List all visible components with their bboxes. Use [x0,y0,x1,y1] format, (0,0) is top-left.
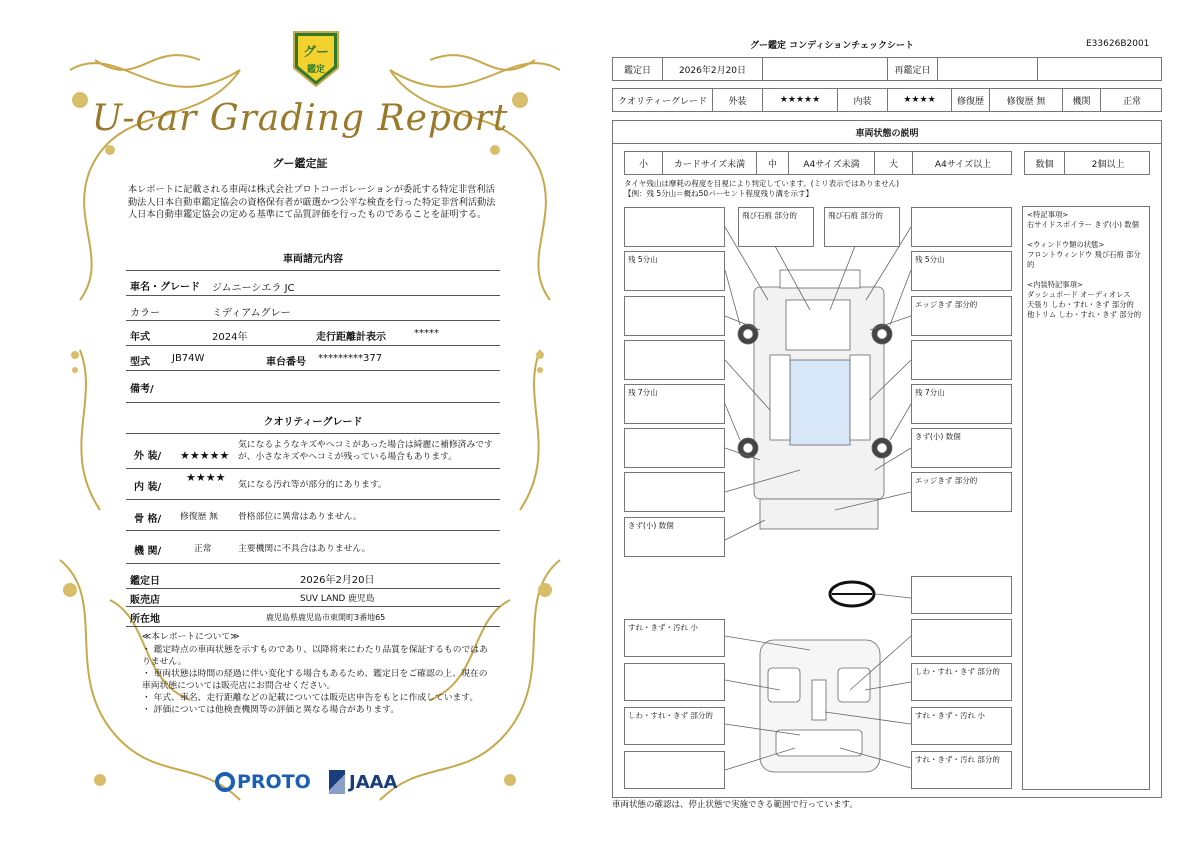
color-value: ミディアムグレー [212,308,291,319]
special-line: <ウィンドウ類の状態> [1027,240,1105,249]
divider [126,606,500,607]
car-name-label: 車名・グレード [130,282,200,293]
badge-top: グー [302,45,330,60]
date-label: 鑑定日 [130,576,160,587]
note-box [911,619,1012,657]
divider [126,402,500,403]
date-value: 2026年2月20日 [663,58,763,80]
note-box: エッジきず 部分的 [911,472,1012,512]
badge-bottom: 鑑定 [306,65,326,75]
chassis-label: 車台番号 [266,357,306,368]
note-box: 飛び石痕 部分的 [738,207,814,247]
note-box: すれ・きず・汚れ 小 [911,707,1012,745]
note-box [624,340,725,380]
note-box [624,751,725,789]
divider [126,530,500,531]
note-box: すれ・きず・汚れ 部分的 [911,751,1012,789]
exterior-desc: 気になるようなキズやヘコミがあった場合は綺麗に補修済みですが、小さなキズやヘコミが残っている場合もあります。 [238,440,493,462]
special-line: ダッシュボード オーディオレス [1027,290,1131,299]
engine-desc: 主要機関に不具合はありません。 [238,544,371,554]
divider [126,563,500,564]
color-label: カラー [130,308,160,319]
special-line: 右サイドスポイラー きず(小) 数個 [1027,220,1139,229]
report-title: U-car Grading Report [91,98,509,139]
divider [126,433,500,434]
remarks-label: 備考/ [130,384,154,395]
note-box: きず(小) 数個 [911,428,1012,468]
size-small-desc: カードサイズ未満 [663,152,757,174]
model-value: JB74W [172,353,205,364]
note-box: すれ・きず・汚れ 小 [624,619,725,657]
divider [126,588,500,589]
note-box [624,296,725,336]
about-item: ・ 年式、車名、走行距離などの記載については販売店申告をもとに作成しています。 [142,693,479,703]
frame-value: 修復歴 無 [180,512,218,522]
proto-logo-text: PROTO [237,771,311,793]
address-label: 所在地 [130,614,160,625]
note-box: 飛び石痕 部分的 [824,207,900,247]
note-box: しわ・すれ・きず 部分的 [624,707,725,745]
frame-label: 骨 格/ [134,514,162,525]
divider [126,345,500,346]
int-stars: ★★★★ [888,89,952,111]
about-item: ・ 鑑定時点の車両状態を示すものであり、以降将来にわたり品質を保証するものではありません。 [142,645,488,667]
engine-value: 正常 [1122,96,1141,107]
condition-sheet-page [600,0,1200,848]
year-label: 年式 [130,332,150,343]
size-large-desc: A4サイズ以上 [934,159,992,170]
interior-stars: ★★★★ [186,471,226,484]
engine-label: 機関 [1063,89,1101,111]
mileage-value: ***** [414,328,439,339]
special-line: <内装特記事項> [1027,280,1084,289]
ext-stars: ★★★★★ [763,89,838,111]
special-line: <特記事項> [1027,210,1069,219]
note-box [911,340,1012,380]
about-heading: ≪本レポートについて≫ [142,632,240,642]
note-box: しわ・すれ・きず 部分的 [911,663,1012,701]
exterior-stars: ★★★★★ [180,449,230,462]
ext-label: 外装 [713,89,763,111]
condition-heading: 車両状態の説明 [855,129,919,139]
note-box [624,207,725,247]
note-box [911,207,1012,247]
tire-note-2: 【例：残 5分山＝概ね50パーセント程度残り溝を示す】 [624,189,814,198]
repair-value: 修復歴 無 [990,89,1063,111]
note-box: エッジきず 部分的 [911,296,1012,336]
sheet-id: E33626B2001 [1086,39,1150,49]
specs-heading: 車両諸元内容 [283,254,343,265]
about-list [142,644,492,716]
quality-label: クオリティーグレード [613,89,713,111]
size-mid: 中 [757,152,789,174]
note-box [911,576,1012,614]
special-line: フロントウィンドウ 飛び石痕 部分的 [1027,250,1141,269]
engine-label: 機 関/ [134,546,162,557]
jaaa-logo-text: JAAA [349,772,398,793]
chassis-value: *********377 [318,353,383,364]
divider [126,370,500,371]
quality-heading: クオリティーグレード [263,417,363,428]
about-item: ・ 評価については他検査機関等の評価と異なる場合があります。 [142,705,400,715]
model-label: 型式 [130,357,150,368]
redate-label: 再鑑定日 [888,58,938,80]
count-desc: 2個以上 [1091,159,1125,170]
note-box [624,663,725,701]
date-label: 鑑定日 [613,58,663,80]
address-value: 鹿児島県鹿児島市東開町3番地65 [266,613,386,622]
jaaa-logo-icon [329,770,345,794]
engine-value: 正常 [194,544,212,554]
size-mid-desc: A4サイズ未満 [789,152,875,174]
int-label: 内装 [838,89,888,111]
car-name-value: ジムニーシエラ JC [212,283,295,294]
frame-desc: 骨格部位に異常はありません。 [238,512,362,522]
footer-logos [215,770,415,800]
note-box: 残 5分山 [624,251,725,291]
special-line: 他トリム しわ・すれ・きず 部分的 [1027,310,1142,319]
divider [126,295,500,296]
divider [126,468,500,469]
report-subtitle: グー鑑定証 [272,157,328,170]
proto-logo-icon [215,772,235,792]
divider [126,626,500,627]
tire-note-1: タイヤ残山は摩耗の程度を目視により判定しています。(ミリ表示ではありません) [624,179,900,188]
divider [126,499,500,500]
divider [126,320,500,321]
note-box: 残 7分山 [624,384,725,424]
note-box: きず(小) 数個 [624,517,725,557]
note-box [624,472,725,512]
mileage-label: 走行距離計表示 [316,332,386,343]
note-box [624,428,725,468]
size-large: 大 [875,152,913,174]
shop-value: SUV LAND 鹿児島 [300,594,375,604]
count-label: 数個 [1025,152,1065,174]
goo-kantei-badge-icon [288,28,344,90]
sheet-title: グー鑑定 コンディションチェックシート [750,41,914,51]
repair-label: 修復歴 [952,89,990,111]
divider [126,270,500,271]
year-value: 2024年 [212,332,248,343]
size-small: 小 [625,152,663,174]
shop-label: 販売店 [130,595,160,606]
certificate-intro: 本レポートに記載される車両は株式会社プロトコーポレーションが委託する特定非営利活動法人日本自動車鑑定協会の資格保有者が厳選かつ公平な検査を行った特定非営利活動法人日本自動車鑑定協会の定める基準にて品質評価を行ったものであることを証明する。 [128,184,496,220]
interior-label: 内 装/ [134,482,162,493]
interior-desc: 気になる汚れ等が部分的にあります。 [238,480,387,490]
special-line: 天張り しわ・すれ・きず 部分的 [1027,300,1134,309]
exterior-label: 外 装/ [134,451,162,462]
note-box: 残 5分山 [911,251,1012,291]
date-value: 2026年2月20日 [300,575,375,586]
note-box: 残 7分山 [911,384,1012,424]
about-item: ・ 車両状態は時間の経過に伴い変化する場合もあるため、鑑定日をご確認の上、現在の車両状態については販売店にお問合せください。 [142,669,488,691]
sheet-footer: 車両状態の確認は、停止状態で実施できる範囲で行っています。 [612,800,858,810]
